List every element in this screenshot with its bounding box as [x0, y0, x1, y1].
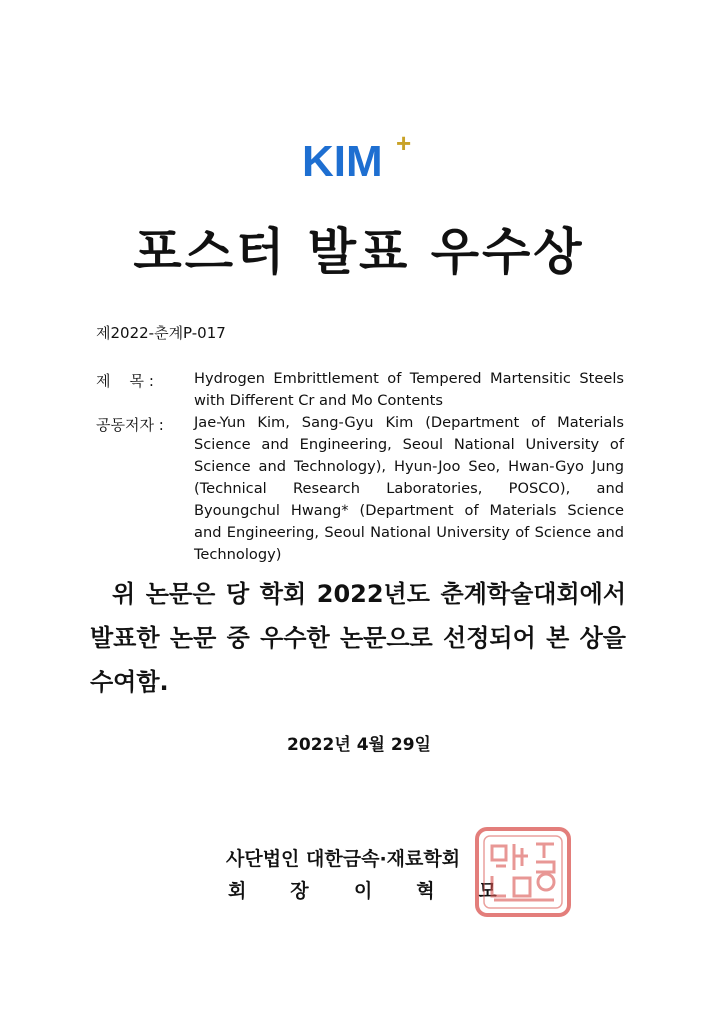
- president-role: 회 장: [228, 880, 315, 902]
- kim-logo: [300, 128, 420, 182]
- issuing-organization: 사단법인 대한금속·재료학회: [226, 848, 461, 870]
- certificate-number: 제2022-춘계P-017: [96, 324, 226, 342]
- authors-label: 공동저자 :: [96, 416, 164, 434]
- official-seal-stamp: [474, 826, 572, 918]
- logo-text: KIM: [302, 137, 383, 182]
- president-name: 이 혁 모: [354, 880, 503, 902]
- award-date: 2022년 4월 29일: [287, 735, 431, 755]
- logo-plus-mark: +: [396, 128, 412, 158]
- paper-title-value: Hydrogen Embrittlement of Tempered Martensitic Steels with Different Cr and Mo Contents: [194, 370, 624, 409]
- paper-title-label: 제 목 :: [96, 372, 154, 390]
- authors-value: Jae-Yun Kim, Sang-Gyu Kim (Department of Materials Science and Engineering, Seoul National University of Science and Technology), Hyun-Joo Seo, Hwan-Gyo Jung (Technical Research Laboratories, POSCO), and Byoungchul Hwang* (Department of Materials Science and Engineering, Seoul National University of Science and Technology): [194, 414, 624, 563]
- certificate-title: 포스터 발표 우수상: [133, 223, 585, 281]
- award-statement: 위 논문은 당 학회 2022년도 춘계학술대회에서 발표한 논문 중 우수한 논문으로 선정되어 본 상을 수여함.: [90, 580, 626, 696]
